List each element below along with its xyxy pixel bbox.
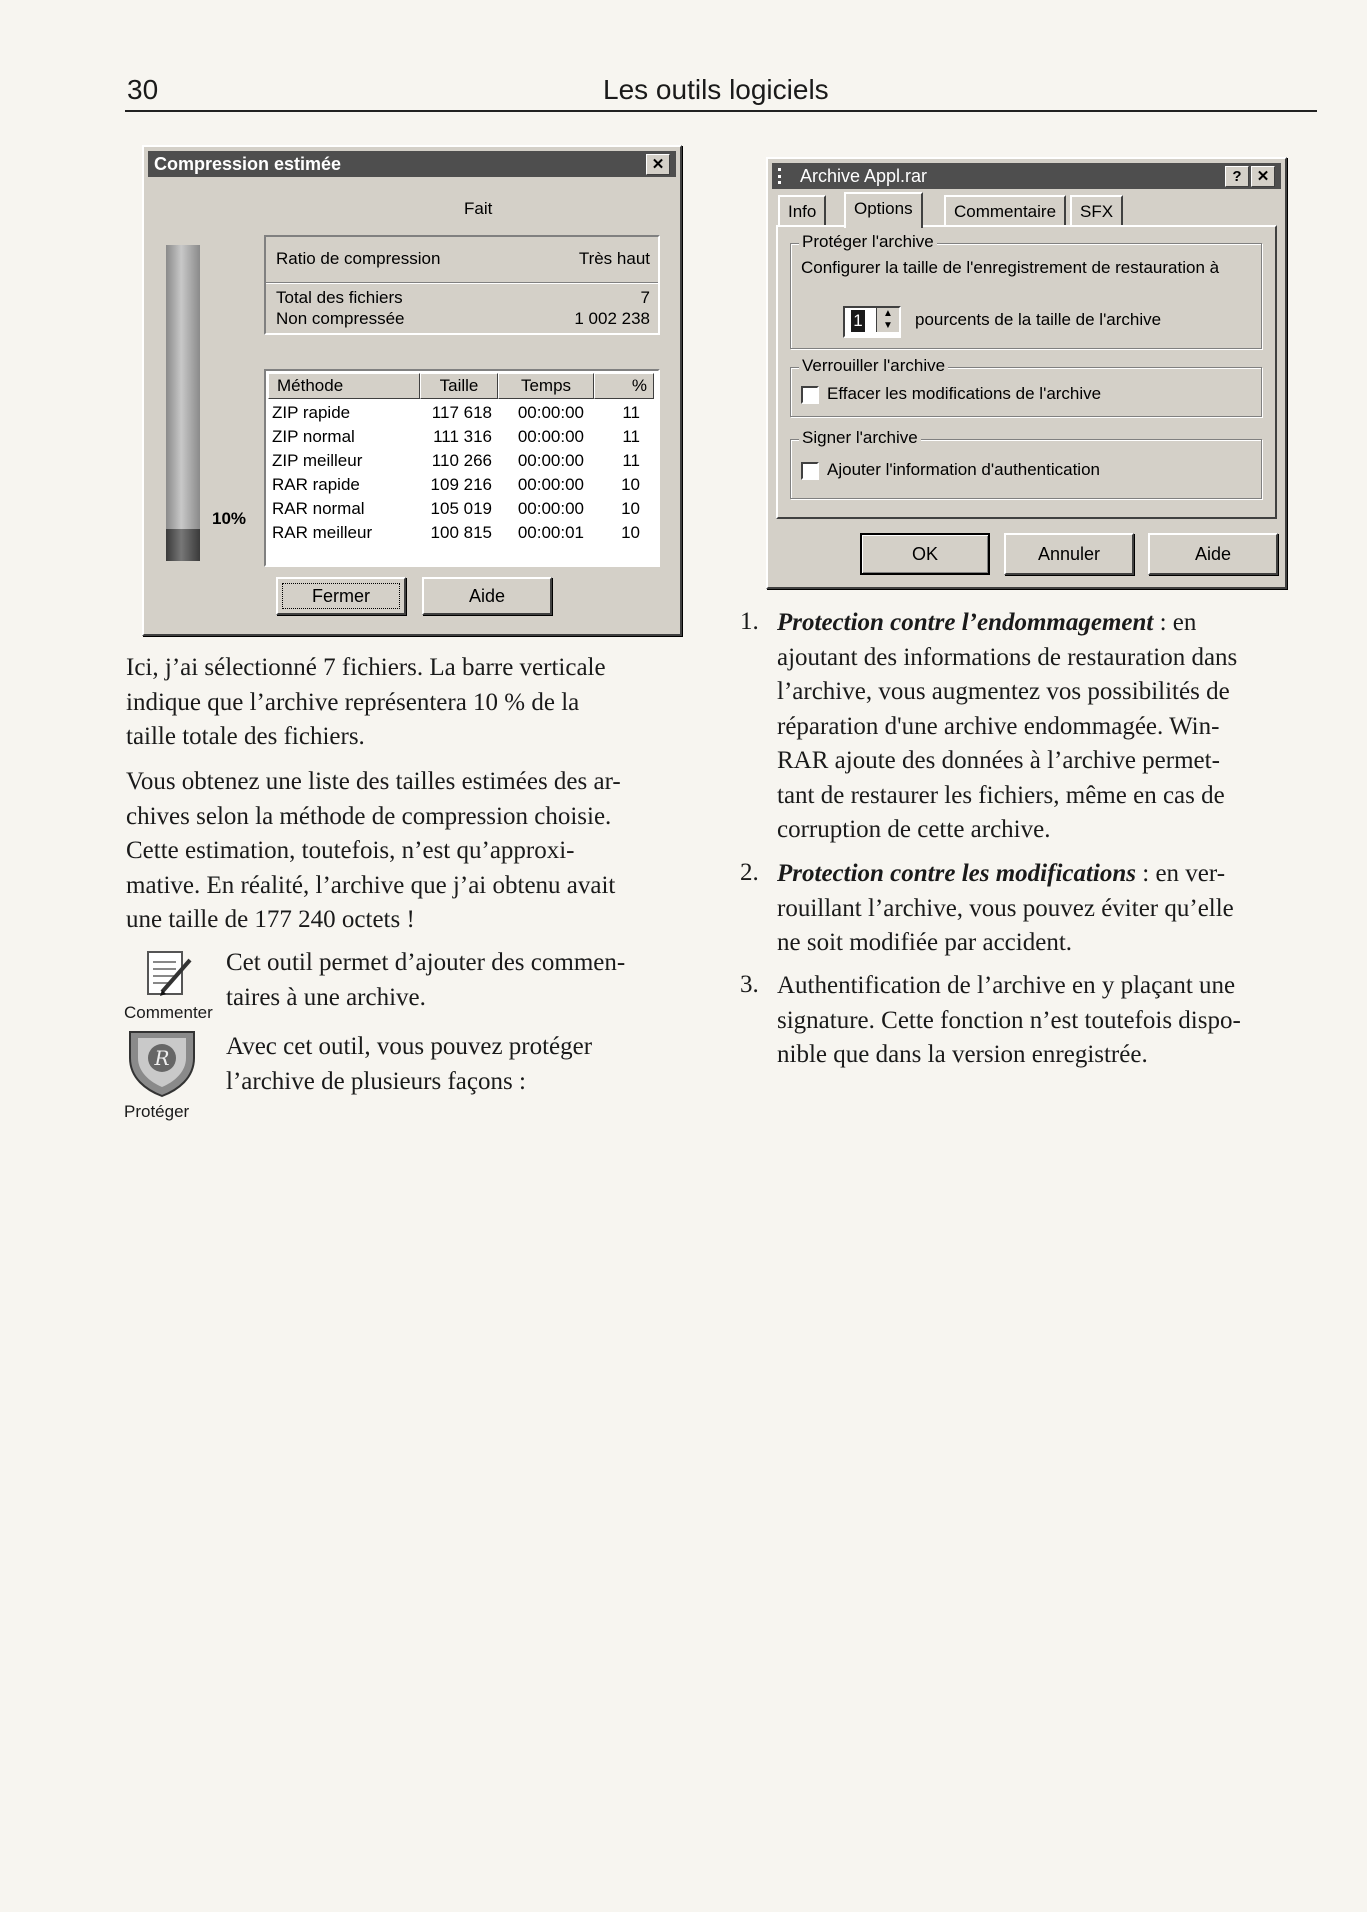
ok-button-label: OK — [911, 544, 938, 564]
list-item-title: Protection contre l’endommagement — [777, 609, 1154, 636]
uncompressed-value: 1 002 238 — [574, 309, 650, 328]
page-number: 30 — [127, 74, 159, 105]
list-item-number: 2. — [740, 859, 759, 886]
methods-table — [264, 369, 660, 567]
table-row[interactable] — [266, 473, 658, 498]
size-cell: 111 316 — [433, 427, 492, 446]
authenticity-checkbox[interactable] — [801, 462, 819, 480]
size-cell: 117 618 — [431, 403, 492, 422]
percent-cell: 10 — [621, 475, 640, 494]
page-header — [125, 70, 1317, 112]
lock-archive-group-label: Verrouiller l'archive — [799, 356, 948, 376]
sign-archive-group-label: Signer l'archive — [799, 428, 921, 448]
percent-cell: 11 — [622, 403, 640, 422]
help-button[interactable] — [422, 577, 552, 615]
size-cell: 109 216 — [430, 475, 492, 494]
time-cell: 00:00:01 — [517, 523, 584, 542]
paragraph-estimates: Vous obtenez une liste des tailles estimées des ar- chives selon la méthode de compression choisie. Cette estimation, toutefois, n’est qu’approxi- mative. En réalité, l’archive que j’ai obtenu avait une taille de 177 240 octets ! — [126, 768, 621, 933]
tab-sfx[interactable]: SFX — [1070, 195, 1123, 227]
time-cell: 00:00:00 — [517, 451, 584, 470]
time-cell: 00:00:00 — [517, 403, 584, 422]
total-files-label: Total des fichiers — [276, 288, 403, 307]
compression-ratio-percent: 10% — [212, 509, 247, 528]
paragraph-comment-tool: Cet outil permet d’ajouter des commen- taires à une archive. — [226, 949, 626, 1011]
close-button-label: Fermer — [312, 586, 370, 606]
protect-archive-group — [790, 232, 1262, 349]
cancel-button[interactable] — [1004, 533, 1134, 575]
column-header-method[interactable]: Méthode — [268, 373, 420, 399]
svg-text:R: R — [154, 1046, 170, 1070]
tab-options[interactable]: Options — [844, 192, 923, 228]
close-icon[interactable]: ✕ — [646, 154, 670, 175]
column-header-time[interactable]: Temps — [498, 373, 594, 399]
compression-ratio-bar-fill — [166, 529, 200, 561]
compression-ratio-bar — [166, 245, 200, 561]
table-row[interactable] — [266, 449, 658, 474]
method-cell: RAR meilleur — [272, 523, 373, 542]
uncompressed-label: Non compressée — [276, 309, 405, 328]
protect-shield-icon — [124, 1024, 200, 1100]
lock-archive-checkbox[interactable] — [801, 386, 819, 404]
compression-dialog-title: Compression estimée — [154, 154, 342, 174]
app-menu-icon[interactable] — [778, 168, 793, 184]
archive-properties-dialog — [766, 157, 1287, 589]
close-icon[interactable]: ✕ — [1251, 166, 1275, 187]
column-header-percent[interactable]: % — [594, 373, 654, 399]
list-item-number: 1. — [740, 608, 759, 635]
protect-archive-group-label: Protéger l'archive — [799, 232, 937, 252]
list-item: Protection contre les modifications : en ver- rouillant l’archive, vous pouvez éviter qu’elle ne soit modifiée par accident. — [777, 860, 1234, 956]
tab-commentaire[interactable]: Commentaire — [944, 195, 1066, 227]
time-cell: 00:00:00 — [517, 499, 584, 518]
method-cell: RAR rapide — [272, 475, 360, 494]
size-cell: 105 019 — [430, 499, 492, 518]
close-button[interactable] — [276, 577, 406, 615]
protect-tool-label: Protéger — [124, 1102, 190, 1121]
help-icon[interactable]: ? — [1225, 166, 1249, 187]
list-item: Authentification de l’archive en y plaçant une signature. Cette fonction n’est toutefois dispo- nible que dans la version enregistrée. — [777, 972, 1241, 1068]
list-item: Protection contre l’endommagement : en ajoutant des informations de restauration dans l’archive, vous augmentez vos possibilités de réparation d'une archive endommagée. Win- RAR ajoute des données à l’archive permet- tant de restaurer les fichiers, même en cas de corruption de cette archive. — [777, 609, 1238, 843]
lock-archive-group — [790, 356, 1262, 417]
table-row[interactable] — [266, 521, 658, 546]
paragraph-selection: Ici, j’ai sélectionné 7 fichiers. La barre verticale indique que l’archive représentera 10 % de la taille totale des fichiers. — [126, 654, 606, 750]
recovery-record-label: Configurer la taille de l'enregistrement de restauration à — [801, 258, 1220, 277]
percent-cell: 11 — [622, 427, 640, 446]
list-item-number: 3. — [740, 971, 759, 998]
time-cell: 00:00:00 — [517, 475, 584, 494]
help-button-label: Aide — [1194, 544, 1232, 564]
method-cell: RAR normal — [272, 499, 365, 518]
running-title: Les outils logiciels — [603, 74, 829, 105]
time-cell: 00:00:00 — [517, 427, 584, 446]
recovery-percent-suffix: pourcents de la taille de l'archive — [915, 310, 1162, 329]
method-cell: ZIP normal — [272, 427, 355, 446]
cancel-button-label: Annuler — [1037, 544, 1101, 564]
percent-cell: 11 — [622, 451, 640, 470]
recovery-percent-spinner[interactable] — [843, 306, 901, 338]
list-item-title: Protection contre les modifications — [777, 860, 1137, 887]
table-row[interactable] — [266, 425, 658, 450]
spinner-arrows-icon[interactable]: ▲ ▼ — [876, 308, 899, 332]
recovery-percent-value[interactable]: 1 — [851, 310, 865, 332]
ok-button[interactable] — [860, 533, 990, 575]
divider — [266, 282, 658, 284]
options-panel — [776, 225, 1277, 519]
ratio-label: Ratio de compression — [276, 249, 441, 268]
size-cell: 110 266 — [431, 451, 492, 470]
ratio-value: Très haut — [578, 249, 650, 268]
status-text: Fait — [464, 199, 493, 218]
percent-cell: 10 — [621, 523, 640, 542]
help-button-label: Aide — [468, 586, 506, 606]
comment-tool-icon — [140, 944, 198, 1002]
sign-archive-group — [790, 428, 1262, 499]
paragraph-protect-tool: Avec cet outil, vous pouvez protéger l’archive de plusieurs façons : — [226, 1033, 593, 1095]
column-header-size[interactable]: Taille — [420, 373, 498, 399]
tab-info[interactable]: Info — [778, 195, 826, 227]
archive-dialog-title: Archive Appl.rar — [800, 166, 928, 186]
archive-dialog-titlebar — [772, 163, 1281, 189]
comment-tool-label: Commenter — [124, 1003, 213, 1022]
method-cell: ZIP rapide — [272, 403, 351, 422]
size-cell: 100 815 — [430, 523, 492, 542]
compression-dialog-titlebar — [148, 151, 676, 177]
lock-archive-checkbox-label[interactable]: Effacer les modifications de l'archive — [827, 384, 1102, 403]
authenticity-checkbox-label[interactable]: Ajouter l'information d'authentication — [827, 460, 1100, 479]
table-row[interactable] — [266, 497, 658, 522]
summary-box — [264, 235, 660, 335]
table-row[interactable] — [266, 401, 658, 426]
compression-dialog — [142, 145, 682, 636]
total-files-value: 7 — [640, 288, 650, 307]
help-button[interactable] — [1148, 533, 1278, 575]
percent-cell: 10 — [621, 499, 640, 518]
method-cell: ZIP meilleur — [272, 451, 363, 470]
